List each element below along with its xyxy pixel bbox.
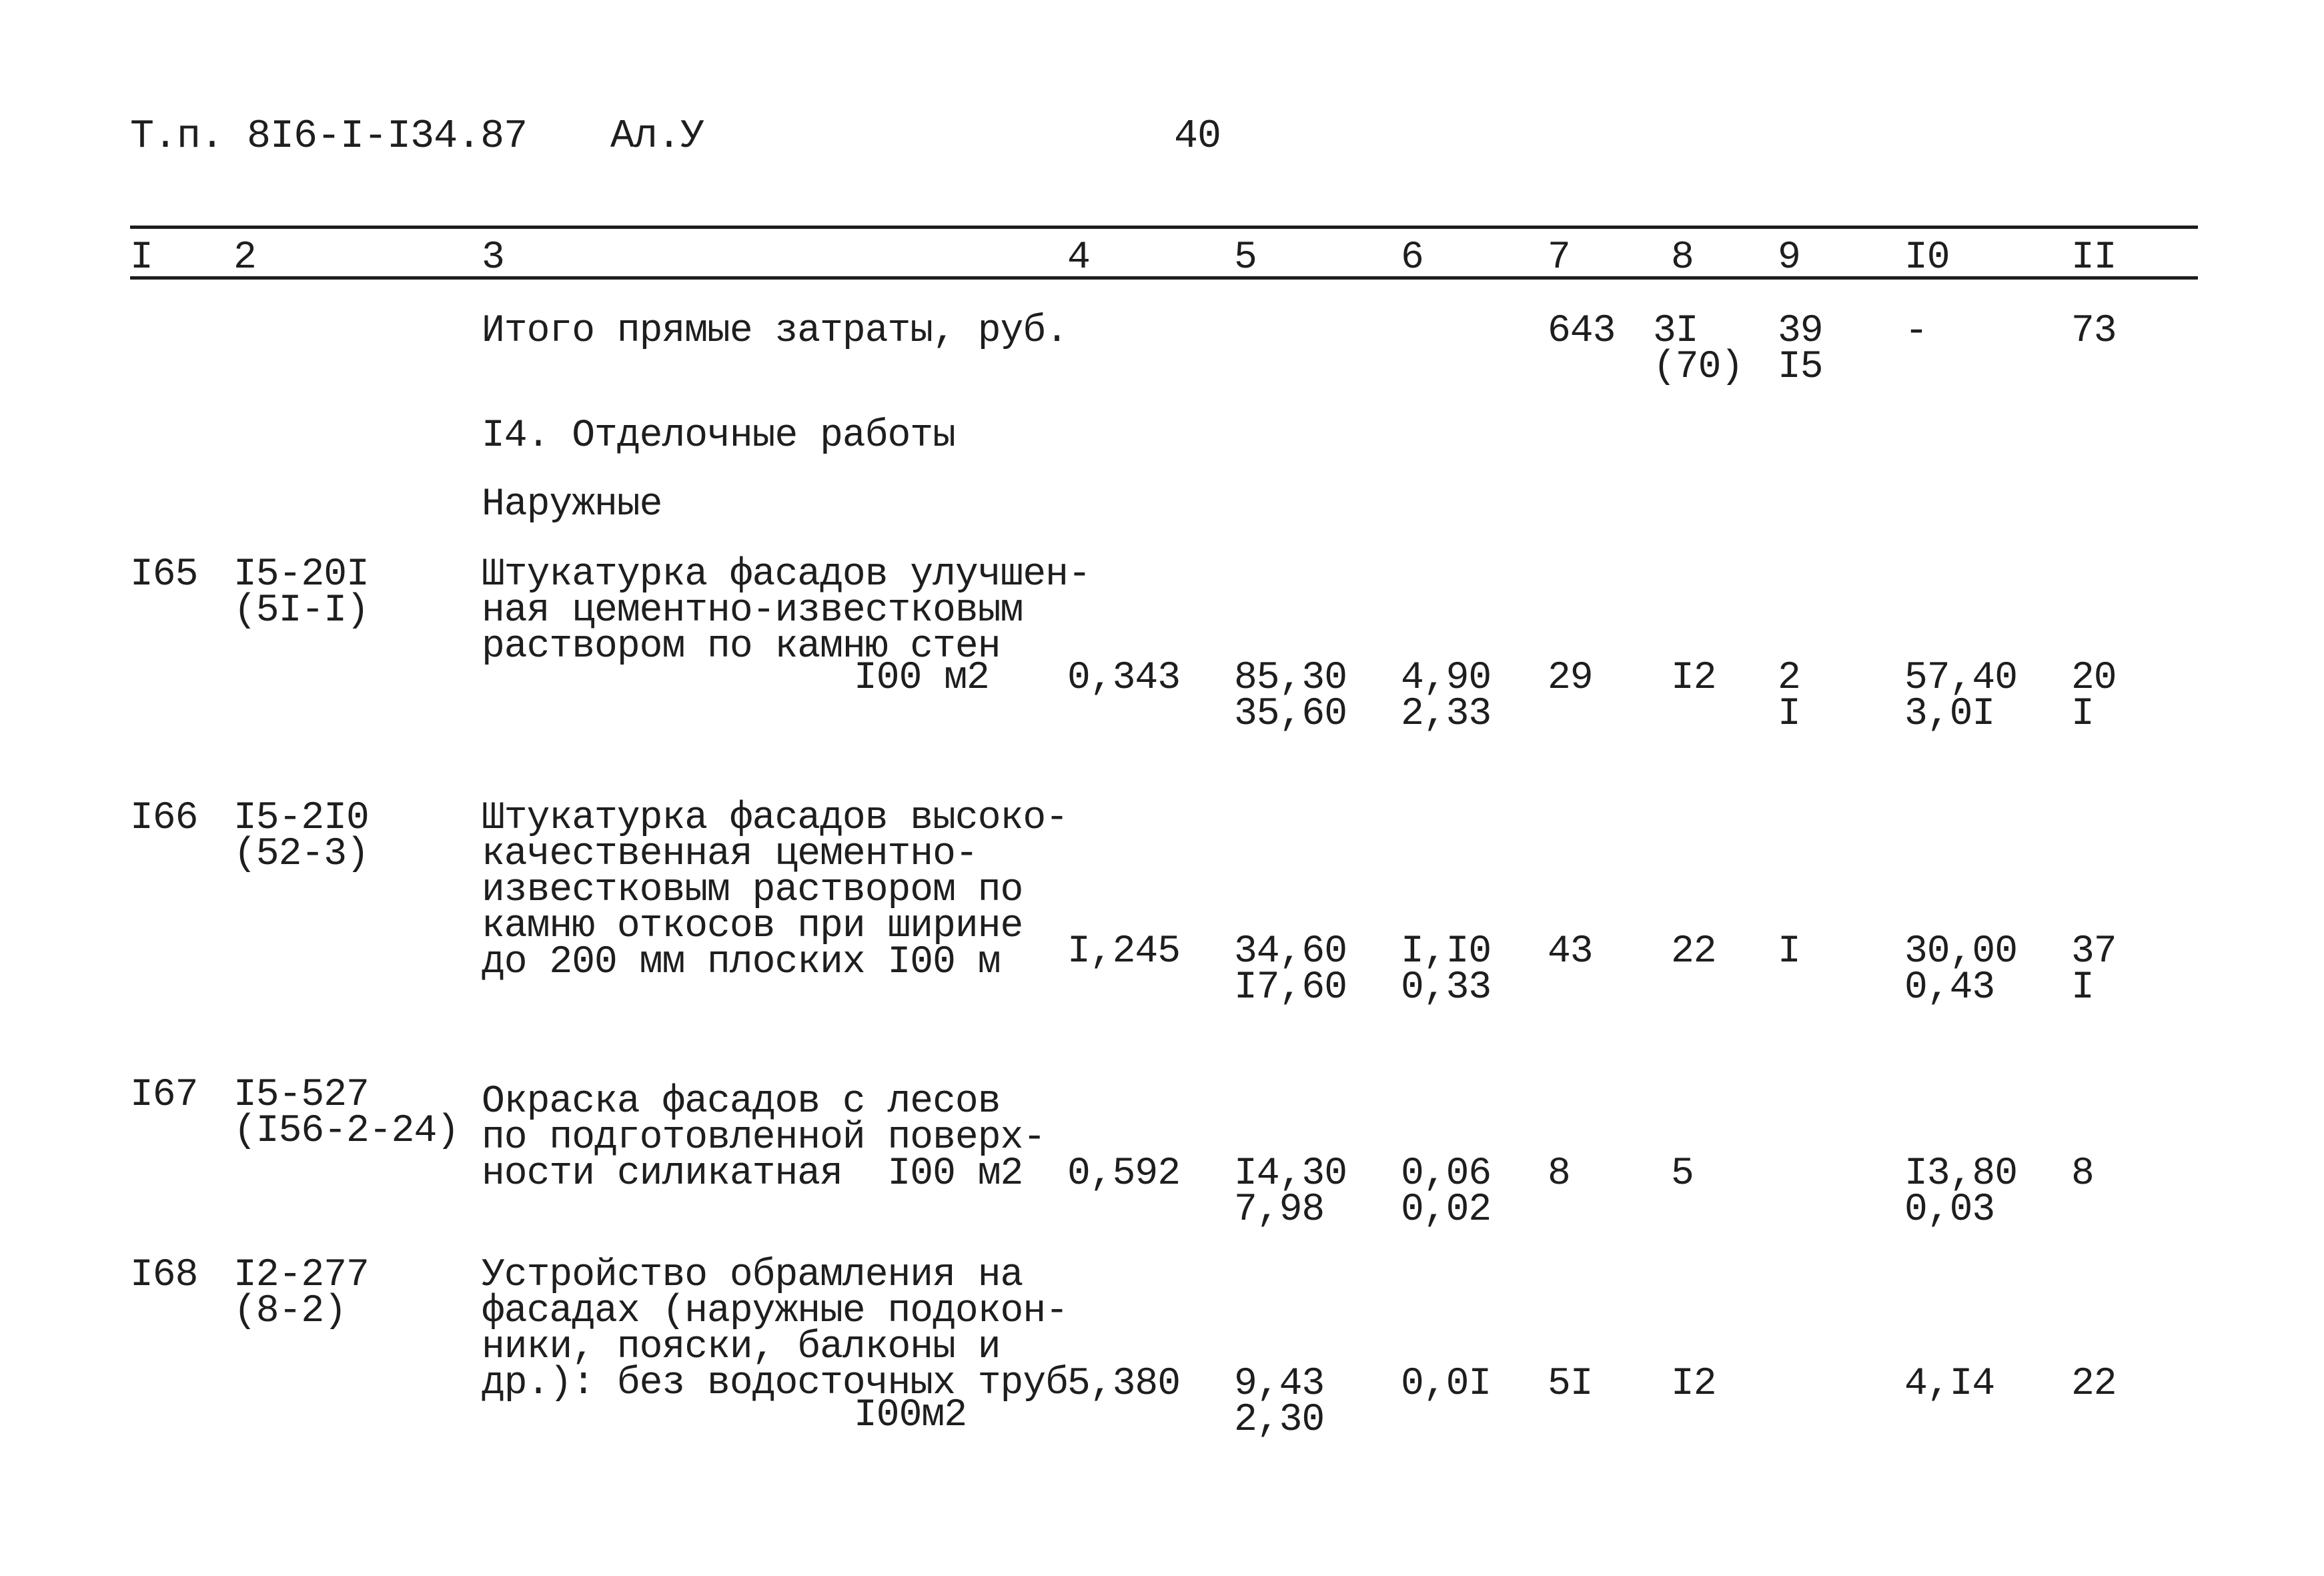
row-col7: 8	[1548, 1152, 1570, 1196]
row-code: I5-527 (I56-2-24)	[233, 1074, 460, 1153]
row-col9: 2 I	[1778, 657, 1800, 736]
row-description: Штукатурка фасадов высоко- качественная цементно- известковым раствором по камню откосов при ширине до 200 мм плоских I00 м	[482, 797, 1068, 984]
total-label: Итого прямые затраты, руб.	[482, 310, 1068, 353]
row-col11: 8	[2071, 1152, 2094, 1196]
row-col4: 0,343	[1067, 657, 1181, 700]
page-number: 40	[1174, 114, 1221, 159]
row-col10: I3,80 0,03	[1904, 1152, 2018, 1232]
column-header-10: I0	[1904, 236, 1950, 280]
row-col9: I	[1778, 930, 1800, 973]
row-code: I5-20I (5I-I)	[233, 553, 369, 633]
row-number: I68	[130, 1254, 198, 1297]
row-description: Устройство обрамления на фасадах (наружные подокон- ники, пояски, балконы и др.): без водосточных труб	[482, 1254, 1068, 1405]
row-col8: 22	[1671, 930, 1716, 973]
row-unit: I00 м2	[854, 657, 989, 700]
total-col7: 643	[1548, 310, 1616, 353]
row-description: Окраска фасадов с лесов по подготовленной поверх- ности силикатная I00 м2	[482, 1080, 1046, 1196]
row-col6: 0,0I	[1401, 1362, 1492, 1406]
row-col6: I,I0 0,33	[1401, 930, 1492, 1010]
column-header-8: 8	[1671, 236, 1694, 280]
row-col10: 30,00 0,43	[1904, 930, 2018, 1010]
total-col10: -	[1904, 309, 1928, 354]
column-header-3: 3	[482, 236, 504, 280]
table-header-rule	[130, 276, 2198, 280]
row-description: Штукатурка фасадов улучшен- ная цементно-известковым раствором по камню стен	[482, 553, 1091, 669]
row-col5: 9,43 2,30	[1234, 1362, 1325, 1442]
row-col11: 22	[2071, 1362, 2117, 1406]
column-header-6: 6	[1401, 236, 1423, 280]
row-col7: 5I	[1548, 1362, 1593, 1406]
row-code: I2-277 (8-2)	[233, 1254, 369, 1333]
row-col8: I2	[1671, 657, 1716, 700]
section-title: I4. Отделочные работы	[482, 414, 955, 458]
row-number: I66	[130, 797, 198, 840]
column-header-2: 2	[233, 236, 256, 280]
row-col4: I,245	[1067, 930, 1181, 973]
subsection-title: Наружные	[482, 483, 662, 526]
document-reference: Т.п. 8I6-I-I34.87	[130, 114, 528, 159]
row-col4: 0,592	[1067, 1152, 1181, 1196]
row-col11: 37 I	[2071, 930, 2117, 1010]
row-number: I65	[130, 553, 198, 597]
total-col8: 3I (70)	[1653, 310, 1744, 389]
row-col5: 85,30 35,60	[1234, 657, 1347, 736]
total-col11: 73	[2071, 310, 2117, 353]
column-header-5: 5	[1234, 236, 1257, 280]
row-col11: 20 I	[2071, 657, 2117, 736]
row-col5: I4,30 7,98	[1234, 1152, 1347, 1232]
column-header-4: 4	[1067, 236, 1090, 280]
column-header-1: I	[130, 236, 153, 280]
row-col7: 29	[1548, 657, 1593, 700]
total-col9: 39 I5	[1778, 310, 1823, 389]
row-col8: 5	[1671, 1152, 1694, 1196]
row-number: I67	[130, 1074, 198, 1117]
table-top-rule	[130, 226, 2198, 229]
row-col10: 57,40 3,0I	[1904, 657, 2018, 736]
row-col6: 0,06 0,02	[1401, 1152, 1492, 1232]
row-col5: 34,60 I7,60	[1234, 930, 1347, 1010]
row-unit: I00м2	[854, 1394, 967, 1437]
row-col6: 4,90 2,33	[1401, 657, 1492, 736]
row-col7: 43	[1548, 930, 1593, 973]
row-col8: I2	[1671, 1362, 1716, 1406]
column-header-7: 7	[1548, 236, 1570, 280]
row-col4: 5,380	[1067, 1362, 1181, 1406]
row-code: I5-2I0 (52-3)	[233, 797, 369, 876]
album-label: Ал.У	[610, 114, 704, 159]
column-header-9: 9	[1778, 236, 1800, 280]
row-col10: 4,I4	[1904, 1362, 1995, 1406]
column-header-11: II	[2071, 236, 2117, 280]
